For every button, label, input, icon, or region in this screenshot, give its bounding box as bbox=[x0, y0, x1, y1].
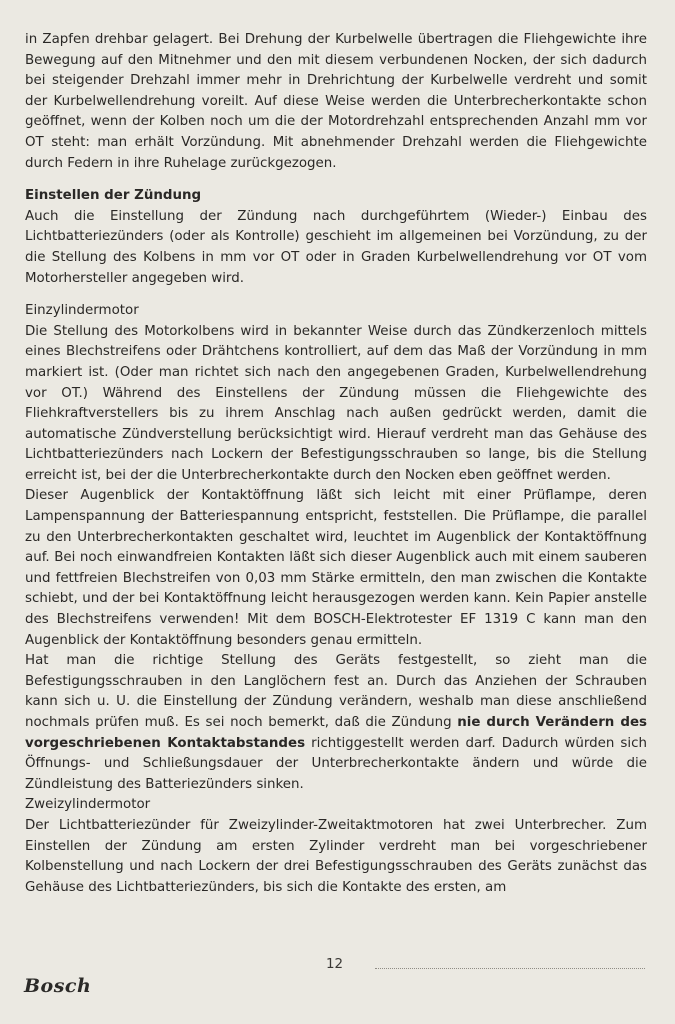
paragraph-3-text-a: Hat man die richtige Stellung des Geräts festgestellt, so zieht man die Befestigungsschrauben in den Langlöchern fest an. Durch das Anziehen der Schrauben kann sich u. U. die Einstellung der Zündung verändern, weshalb man diese anschließend nochmals prüfen muß. Es sei noch bemerkt, daß die Zündung bbox=[25, 653, 647, 730]
bosch-logo: Bosch bbox=[24, 975, 92, 997]
footer-divider bbox=[375, 968, 645, 969]
intro-paragraph: in Zapfen drehbar gelagert. Bei Drehung der Kurbelwelle übertragen die Fliehgewichte ihre Bewegung auf den Mitnehmer und den mit diesem verbundenen Nocken, der sich dadurch bei steigender Drehzahl immer mehr in Drehrichtung der Kurbelwelle verdreht und somit der Kurbelwellendrehung voreilt. Auf diese Weise werden die Unterbrecherkontakte schon geöffnet, wenn der Kolben noch um die der Motordrehzahl entsprechenden Anzahl mm vor OT steht: man erhält Vorzündung. Mit abnehmender Drehzahl werden die Fliehgewichte durch Federn in ihre Ruhelage zurückgezogen. bbox=[25, 32, 647, 171]
section-intro-paragraph: Auch die Einstellung der Zündung nach durchgeführtem (Wieder-) Einbau des Lichtbatteriezünders (oder als Kontrolle) geschieht im allgemeinen bei Vorzündung, zu der die Stellung des Kolbens in mm vor OT oder in Graden Kurbelwellendrehung vor OT vom Motorhersteller angegeben wird. bbox=[25, 208, 647, 286]
single-cylinder-heading: Einzylindermotor bbox=[25, 303, 139, 319]
page-footer bbox=[0, 955, 675, 1005]
section-heading: Einstellen der Zündung bbox=[25, 188, 202, 204]
single-cylinder-paragraph-3 bbox=[25, 651, 647, 795]
twin-cylinder-paragraph-1: Der Lichtbatteriezünder für Zweizylinder-Zweitaktmotoren hat zwei Unterbrecher. Zum Einstellen der Zündung am ersten Zylinder verdreht man bei vorgeschriebener Kolbenstellung und nach Lockern der drei Befestigungsschrauben des Geräts zunächst das Gehäuse des Lichtbatteriezünders, bis sich die Kontakte des ersten, am bbox=[25, 817, 647, 895]
single-cylinder-paragraph-1: Die Stellung des Motorkolbens wird in bekannter Weise durch das Zündkerzenloch mittels eines Blechstreifens oder Drähtchens kontrolliert, auf dem das Maß der Vorzündung in mm markiert ist. (Oder man richtet sich nach den angegebenen Graden, Kurbelwellendrehung vor OT.) Während des Einstellens der Zündung müssen die Fliehgewichte des Fliehkraftverstellers bis zu ihrem Anschlag nach außen gedrückt werden, damit die automatische Zündverstellung berücksichtigt wird. Hierauf verdreht man das Gehäuse des Lichtbatteriezünders nach Lockern der Befestigungsschrauben so lange, bis die Stellung erreicht ist, bei der die Unterbrecherkontakte durch den Nocken eben geöffnet werden. bbox=[25, 323, 647, 483]
paragraph-3-text-b: richtiggestellt werden darf. Dadurch würden sich Öffnungs- und Schließungsdauer der Unterbrecherkontakte ändern und würde die Zündleistung des Batteriezünders sinken. bbox=[25, 735, 647, 792]
page-number: 12 bbox=[326, 957, 344, 972]
single-cylinder-paragraph-2: Dieser Augenblick der Kontaktöffnung läßt sich leicht mit einer Prüflampe, deren Lampenspannung der Batteriespannung entspricht, feststellen. Die Prüflampe, die parallel zu den Unterbrecherkontakten geschaltet wird, leuchtet im Augenblick der Kontaktöffnung auf. Bei noch einwandfreien Kontakten läßt sich dieser Augenblick auch mit einem sauberen und fettfreien Blechstreifen von 0,03 mm Stärke ermitteln, den man zwischen die Kontakte schiebt, und der bei Kontaktöffnung leicht herausgezogen werden kann. Kein Papier anstelle des Blechstreifens verwenden! Mit dem BOSCH-Elektrotester EF 1319 C kann man den Augenblick der Kontaktöffnung besonders genau ermitteln. bbox=[25, 488, 647, 648]
paragraph-3-emphasis: nie durch Verändern des vorgeschriebenen Kontaktabstandes bbox=[25, 715, 647, 751]
document-page bbox=[25, 30, 647, 898]
twin-cylinder-heading: Zweizylindermotor bbox=[25, 797, 151, 813]
